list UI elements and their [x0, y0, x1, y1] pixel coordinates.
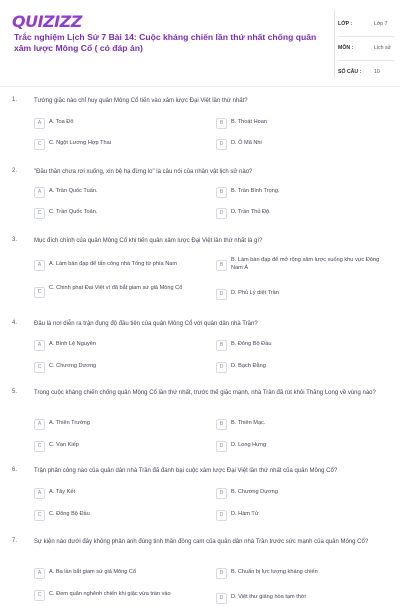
meta-question-count [338, 64, 394, 76]
option-b[interactable] [216, 419, 391, 433]
question-number: 1. [12, 97, 18, 103]
option-letter: C [34, 139, 45, 150]
option-letter: A [34, 488, 45, 499]
option-text: A. Trần Quốc Tuấn. [49, 188, 98, 194]
option-c[interactable] [34, 510, 214, 524]
question-text: "Đầu thần chưa rơi xuống, xin bệ hạ đừng lo" là câu nói của nhân vật lịch sử nào? [34, 169, 253, 175]
option-b[interactable] [216, 340, 391, 354]
option-text: A. Tây Kết [49, 489, 76, 495]
meta-subject-label: MÔN : [338, 45, 354, 51]
option-text: B. Trần Bình Trọng. [231, 188, 280, 194]
option-c[interactable] [34, 139, 214, 153]
option-letter: A [34, 419, 45, 430]
question-number: 4. [12, 320, 18, 326]
question-number: 3. [12, 237, 18, 243]
option-text: D. Long Hưng [231, 442, 267, 448]
meta-subject-value: Lịch sử [374, 45, 392, 51]
option-letter: C [34, 208, 45, 219]
option-d[interactable] [216, 289, 391, 303]
question-text: Trong cuộc kháng chiến chống quân Mông Cổ lần thứ nhất, trước thế giặc mạnh, nhà Trần đã rút khỏi Thăng Long về vùng nào? [34, 390, 376, 396]
option-text: B. Chuẩn bị lực lượng kháng chiến [231, 569, 318, 575]
question-number: 6. [12, 467, 18, 473]
option-letter: D [216, 362, 227, 373]
option-text: D. Ô Mã Nhi [231, 140, 262, 146]
option-letter: B [216, 260, 227, 271]
option-letter: B [216, 340, 227, 351]
worksheet-title: Trắc nghiệm Lịch Sử 7 Bài 14: Cuộc kháng chiến lần thứ nhất chống quân xâm lược Mông Cổ ( có đáp án) [14, 32, 317, 53]
option-letter: C [34, 287, 45, 298]
option-text: A. Bình Lệ Nguyên [49, 341, 96, 347]
option-d[interactable] [216, 441, 391, 455]
option-letter: B [216, 568, 227, 579]
option-d[interactable] [216, 510, 391, 524]
meta-count-label: SỐ CÂU : [338, 69, 362, 75]
option-letter: B [216, 118, 227, 129]
option-text: A. Ba lần bắt giam sứ giả Mông Cổ [49, 569, 137, 575]
option-b[interactable] [216, 256, 391, 270]
option-c[interactable] [34, 208, 214, 222]
question-text: Mục đích chính của quân Mông Cổ khi tiến quân xâm lược Đại Việt lần thứ nhất là gì? [34, 238, 263, 244]
option-d[interactable] [216, 208, 391, 222]
option-letter: C [34, 590, 45, 601]
option-text: C. Ngột Lương Hợp Thai [49, 140, 111, 146]
option-b[interactable] [216, 488, 391, 502]
option-text: B. Đông Bộ Đầu [231, 341, 272, 347]
option-letter: A [34, 118, 45, 129]
option-text: B. Thoát Hoan [231, 119, 267, 125]
option-d[interactable] [216, 593, 391, 607]
option-text: B. Chương Dương [231, 489, 278, 495]
option-text: C. Chinh phạt Đại Việt vì đã bắt giam sứ giả Mông Cổ [49, 285, 183, 291]
option-text: C. Chương Dương [49, 363, 97, 369]
option-letter: D [216, 593, 227, 604]
option-text: D. Bạch Đằng [231, 363, 266, 369]
option-c[interactable] [34, 590, 214, 604]
option-text: C. Vạn Kiếp [49, 442, 79, 448]
option-text: A. Toa Đô [49, 119, 74, 125]
option-text: D. Trần Thủ Độ. [231, 209, 271, 215]
option-letter: D [216, 441, 227, 452]
question-text: Tướng giặc nào chỉ huy quân Mông Cổ tiến vào xâm lược Đại Việt lần thứ nhất? [34, 98, 248, 104]
option-b[interactable] [216, 568, 391, 582]
option-a[interactable] [34, 568, 214, 582]
option-c[interactable] [34, 362, 214, 376]
meta-divider [334, 10, 335, 78]
option-text: B. Làm bàn đạp để mở rộng xâm lược xuống khu vực Đông Nam Á [231, 257, 380, 271]
option-d[interactable] [216, 139, 391, 153]
option-a[interactable] [34, 118, 214, 132]
option-text: D. Việt thư giảng hòa tạm thời [231, 594, 306, 600]
meta-count-value: 10 [374, 69, 380, 75]
question-number: 2. [12, 168, 18, 174]
option-letter: D [216, 510, 227, 521]
meta-grade-value: Lớp 7 [374, 21, 388, 27]
option-d[interactable] [216, 362, 391, 376]
option-c[interactable] [34, 441, 214, 455]
meta-grade [338, 16, 394, 37]
option-text: C. Đem quân nghênh chiến khi giặc vừa tràn vào [49, 591, 171, 597]
option-text: D. Hàm Tử [231, 511, 259, 517]
meta-subject [338, 40, 394, 61]
option-a[interactable] [34, 260, 214, 274]
option-letter: C [34, 510, 45, 521]
option-letter: D [216, 289, 227, 300]
option-text: A. Làm bàn đạp để tấn công nhà Tống từ phía Nam [49, 261, 178, 267]
option-letter: B [216, 488, 227, 499]
option-text: C. Trần Quốc Toản. [49, 209, 98, 215]
option-letter: D [216, 208, 227, 219]
option-letter: C [34, 362, 45, 373]
option-text: A. Thiên Trường [49, 420, 90, 426]
option-letter: D [216, 139, 227, 150]
worksheet-header [0, 0, 400, 82]
option-letter: A [34, 260, 45, 271]
option-letter: B [216, 419, 227, 430]
option-b[interactable] [216, 187, 391, 201]
question-number: 5. [12, 389, 18, 395]
option-a[interactable] [34, 419, 214, 433]
option-letter: A [34, 340, 45, 351]
option-a[interactable] [34, 187, 214, 201]
option-letter: A [34, 568, 45, 579]
option-a[interactable] [34, 340, 214, 354]
question-text: Sự kiện nào dưới đây không phản ánh đúng tinh thần đồng cam của quân dân nhà Trần trước sức mạnh của quân Mông Cổ? [34, 539, 369, 545]
option-letter: A [34, 187, 45, 198]
meta-grade-label: LỚP : [338, 21, 353, 27]
question-number: 7. [12, 538, 18, 544]
quizizz-logo[interactable]: QUIZIZZ [12, 12, 82, 31]
option-a[interactable] [34, 488, 214, 502]
option-text: D. Phủ Lý diệt Trần [231, 290, 279, 296]
option-b[interactable] [216, 118, 391, 132]
option-text: C. Đông Bộ Đầu [49, 511, 90, 517]
option-c[interactable] [34, 284, 214, 298]
option-text: B. Thiên Mạc. [231, 420, 266, 426]
option-letter: B [216, 187, 227, 198]
question-text: Trận phản công nào của quân dân nhà Trần đã đánh bại cuộc xâm lược Đại Việt lần thứ nhất của quân Mông Cổ? [34, 468, 338, 474]
question-text: Đâu là nơi diễn ra trận đụng độ đầu tiên của quân Mông Cổ với quân dân nhà Trần? [34, 321, 258, 327]
header-divider [0, 86, 400, 87]
option-letter: C [34, 441, 45, 452]
